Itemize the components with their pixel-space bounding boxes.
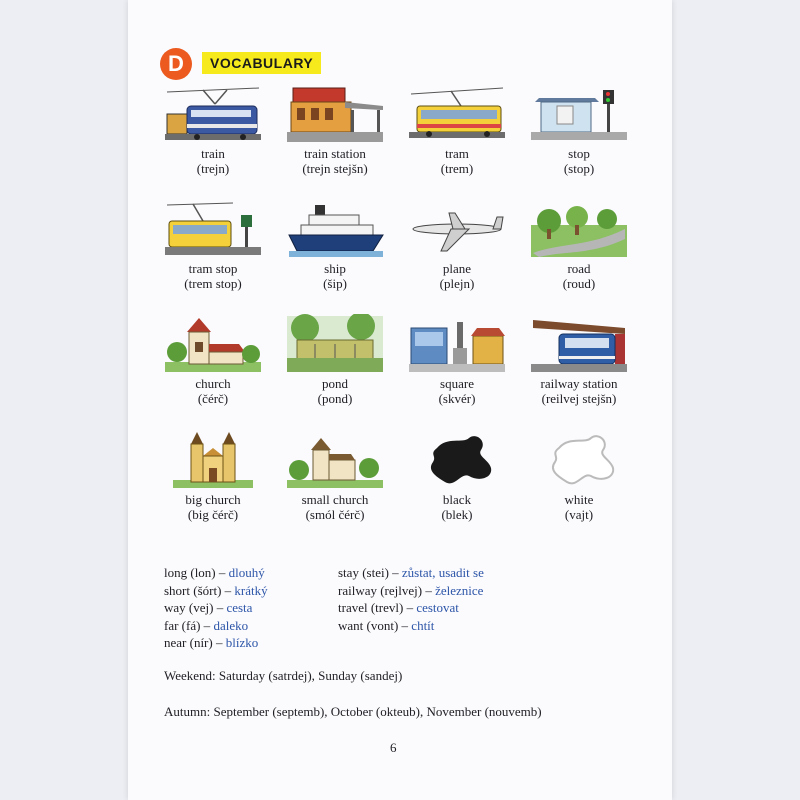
vocab-card-railway-station	[518, 314, 640, 406]
card-pronunciation: (trejn)	[196, 161, 230, 176]
card-pronunciation: (blek)	[441, 507, 473, 522]
card-pronunciation: (smól čérč)	[305, 507, 365, 522]
card-word: white	[564, 492, 594, 507]
card-word: black	[442, 492, 472, 507]
vocab-entry	[338, 617, 484, 635]
card-word: tram	[445, 146, 469, 161]
vocab-entry	[164, 564, 268, 582]
page-number: 6	[390, 740, 397, 755]
card-pronunciation: (vajt)	[564, 507, 594, 522]
card-pronunciation: (pond)	[317, 391, 353, 406]
english-term: want (vont) –	[338, 617, 412, 633]
card-pronunciation: (roud)	[562, 276, 596, 291]
card-word: plane	[442, 261, 472, 276]
vocab-card-pond	[274, 314, 396, 406]
vocab-entry	[338, 582, 484, 600]
czech-term: blízko	[225, 635, 259, 650]
card-pronunciation: (trem stop)	[184, 276, 242, 291]
english-term: travel (trevl) –	[338, 600, 417, 615]
vocab-card-ship	[274, 199, 396, 291]
english-term: railway (rejlvej) –	[338, 582, 436, 598]
road-icon	[529, 199, 629, 261]
vocab-entry	[338, 564, 484, 582]
card-pronunciation: (trem)	[440, 161, 474, 176]
card-word: road	[567, 261, 591, 276]
vocab-entry	[338, 599, 484, 617]
vocab-card-road	[518, 199, 640, 291]
vocab-entry	[164, 582, 268, 600]
czech-term: daleko	[213, 617, 249, 633]
card-word: church	[195, 376, 231, 391]
vocab-list-left	[164, 564, 268, 652]
vocab-card-stop	[518, 84, 640, 176]
card-pronunciation: (stop)	[563, 161, 595, 176]
czech-term: krátký	[234, 582, 268, 598]
english-term: short (šórt) –	[164, 582, 235, 598]
english-term: long (lon) –	[164, 565, 229, 580]
vocab-list-right	[338, 564, 484, 634]
stop-icon	[529, 84, 629, 146]
czech-term: chtít	[411, 617, 435, 633]
czech-term: dlouhý	[228, 565, 265, 580]
card-word: stop	[568, 146, 590, 161]
vocab-entry	[164, 617, 268, 635]
card-pronunciation: (šip)	[323, 276, 347, 291]
card-word: square	[440, 376, 474, 391]
card-pronunciation: (plejn)	[439, 276, 475, 291]
square-icon	[407, 314, 507, 376]
white-blob-icon	[529, 430, 629, 492]
autumn-line: Autumn: September (septemb), October (okteub), November (nouvemb)	[164, 704, 542, 719]
vocab-card-black	[396, 430, 518, 522]
plane-icon	[407, 199, 507, 261]
train-icon	[163, 84, 263, 146]
english-term: way (vej) –	[164, 600, 227, 615]
vocab-entry	[164, 634, 268, 652]
pond-icon	[285, 314, 385, 376]
card-word: train	[201, 146, 225, 161]
vocab-card-white	[518, 430, 640, 522]
vocab-card-train-station	[274, 84, 396, 176]
card-pronunciation: (big čérč)	[187, 507, 239, 522]
card-pronunciation: (skvér)	[438, 391, 476, 406]
tram-icon	[407, 84, 507, 146]
section-badge: D	[160, 48, 192, 80]
section-title: VOCABULARY	[202, 52, 321, 74]
small-church-icon	[285, 430, 385, 492]
card-pronunciation: (trejn stejšn)	[302, 161, 368, 176]
card-word: tram stop	[188, 261, 238, 276]
card-word: railway station	[540, 376, 618, 391]
card-pronunciation: (čérč)	[197, 391, 229, 406]
card-pronunciation: (reilvej stejšn)	[541, 391, 617, 406]
ship-icon	[285, 199, 385, 261]
black-blob-icon	[407, 430, 507, 492]
vocab-card-square	[396, 314, 518, 406]
vocab-card-church	[152, 314, 274, 406]
card-word: small church	[301, 492, 369, 507]
english-term: stay (stei) –	[338, 565, 402, 580]
vocab-entry	[164, 599, 268, 617]
english-term: far (fá) –	[164, 617, 214, 633]
card-word: ship	[324, 261, 346, 276]
train-station-icon	[285, 84, 385, 146]
card-word: train station	[304, 146, 366, 161]
vocab-card-train	[152, 84, 274, 176]
card-word: big church	[185, 492, 241, 507]
vocab-card-plane	[396, 199, 518, 291]
weekend-line: Weekend: Saturday (satrdej), Sunday (sandej)	[164, 668, 403, 683]
card-word: pond	[322, 376, 348, 391]
church-icon	[163, 314, 263, 376]
vocab-card-tram-stop	[152, 199, 274, 291]
czech-term: cestovat	[416, 600, 459, 615]
vocab-card-tram	[396, 84, 518, 176]
english-term: near (nír) –	[164, 635, 226, 650]
czech-term: cesta	[226, 600, 253, 615]
czech-term: železnice	[435, 582, 484, 598]
vocab-card-big-church	[152, 430, 274, 522]
vocab-card-small-church	[274, 430, 396, 522]
tram-stop-icon	[163, 199, 263, 261]
czech-term: zůstat, usadit se	[401, 565, 484, 580]
big-church-icon	[163, 430, 263, 492]
railway-station-icon	[529, 314, 629, 376]
